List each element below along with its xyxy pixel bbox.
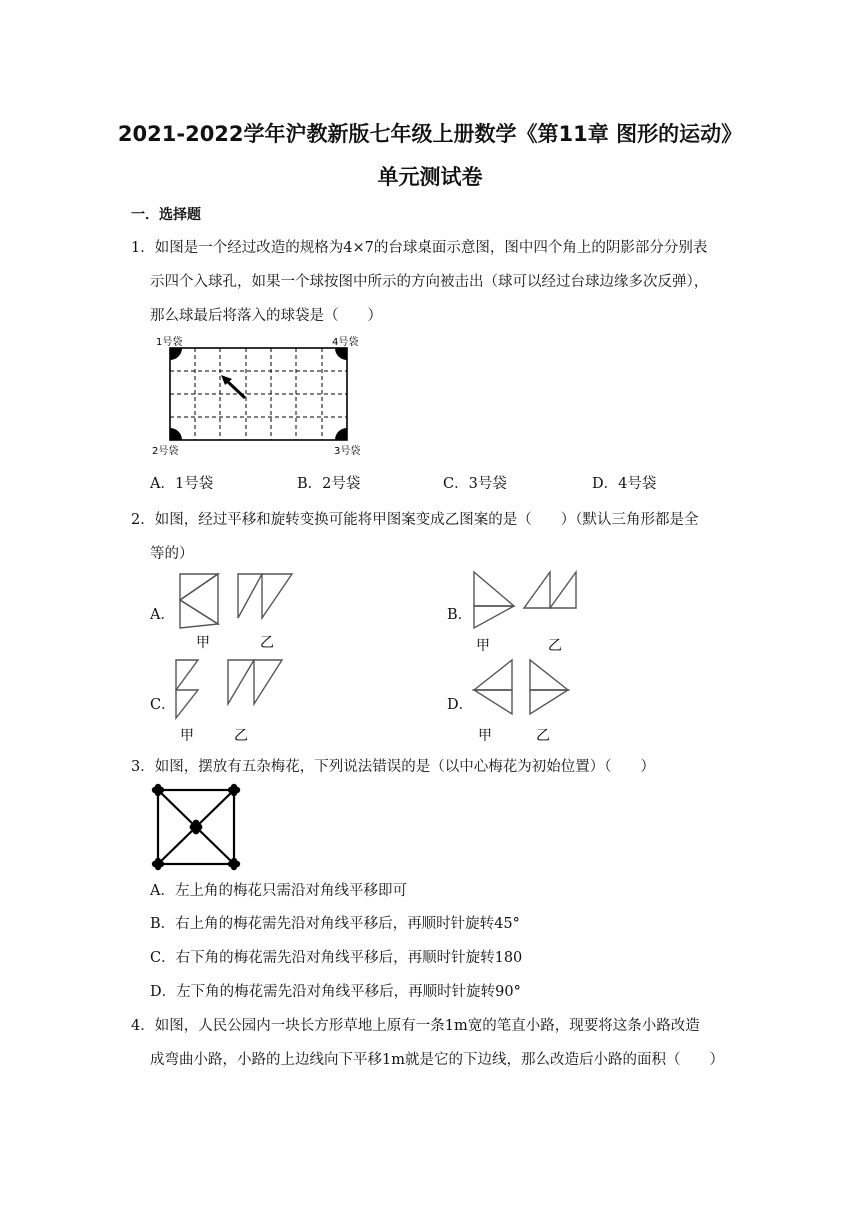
q1-line-2: 示四个入球孔，如果一个球按图中所示的方向被击出（球可以经过台球边缘多次反弹）， [150, 274, 709, 290]
pocket-2-label: 2号袋 [152, 446, 179, 457]
q1-line-3: 那么球最后将落入的球袋是（ ） [150, 308, 382, 324]
q3-option-a[interactable]: A．左上角的梅花只需沿对角线平移即可 [150, 883, 407, 899]
q2-b-jia: 甲 [476, 638, 490, 654]
title-line-1: 2021-2022学年沪教新版七年级上册数学《第11章 图形的运动》 [117, 122, 743, 146]
q2-c-jia: 甲 [180, 728, 194, 744]
q2-line-1: 2．如图，经过平移和旋转变换可能将甲图案变成乙图案的是（ ）（默认三角形都是全 [131, 512, 699, 528]
q2-option-c-figure [170, 656, 290, 746]
q2-option-d[interactable]: D． [447, 697, 474, 713]
q2-c-yi: 乙 [234, 728, 248, 744]
q3-option-d[interactable]: D．左下角的梅花需先沿对角线平移后，再顺时针旋转90° [150, 984, 521, 1000]
q2-option-a-figure [172, 570, 302, 652]
pocket-1-label: 1号袋 [156, 337, 183, 348]
q4-line-2: 成弯曲小路，小路的上边线向下平移1m就是它的下边线，那么改造后小路的面积（ ） [150, 1052, 724, 1068]
pocket-4-label: 4号袋 [332, 337, 359, 348]
q2-b-yi: 乙 [548, 638, 562, 654]
q1-option-b[interactable]: B．2号袋 [297, 476, 361, 492]
q1-line-1: 1．如图是一个经过改造的规格为4×7的台球桌面示意图，图中四个角上的阴影部分分别表 [131, 240, 708, 256]
title-line-2: 单元测试卷 [377, 165, 483, 189]
q2-option-b[interactable]: B． [447, 607, 473, 623]
q1-option-d[interactable]: D．4号袋 [592, 476, 657, 492]
pocket-3-label: 3号袋 [334, 446, 361, 457]
q2-d-jia: 甲 [478, 728, 492, 744]
q3-option-c[interactable]: C．右下角的梅花需先沿对角线平移后，再顺时针旋转180 [150, 950, 523, 966]
q3-option-b[interactable]: B．右上角的梅花需先沿对角线平移后，再顺时针旋转45° [150, 916, 520, 932]
plum-blossom-figure [148, 782, 244, 874]
q1-option-a[interactable]: A．1号袋 [150, 476, 214, 492]
q2-option-a[interactable]: A． [150, 607, 175, 623]
q2-a-jia: 甲 [196, 635, 210, 651]
q2-d-yi: 乙 [536, 728, 550, 744]
q2-line-2: 等的） [150, 546, 194, 562]
billiard-table-figure [150, 334, 372, 460]
q2-option-b-figure [468, 568, 586, 656]
q2-a-yi: 乙 [260, 635, 274, 651]
q1-option-c[interactable]: C．3号袋 [443, 476, 507, 492]
q3-line-1: 3．如图，摆放有五杂梅花，下列说法错误的是（以中心梅花为初始位置）（ ） [131, 759, 655, 775]
q2-option-c[interactable]: C． [150, 697, 176, 713]
q4-line-1: 4．如图，人民公园内一块长方形草地上原有一条1m宽的笔直小路，现要将这条小路改造 [131, 1018, 700, 1034]
q2-option-d-figure [468, 656, 580, 746]
section-heading: 一．选择题 [131, 207, 201, 223]
